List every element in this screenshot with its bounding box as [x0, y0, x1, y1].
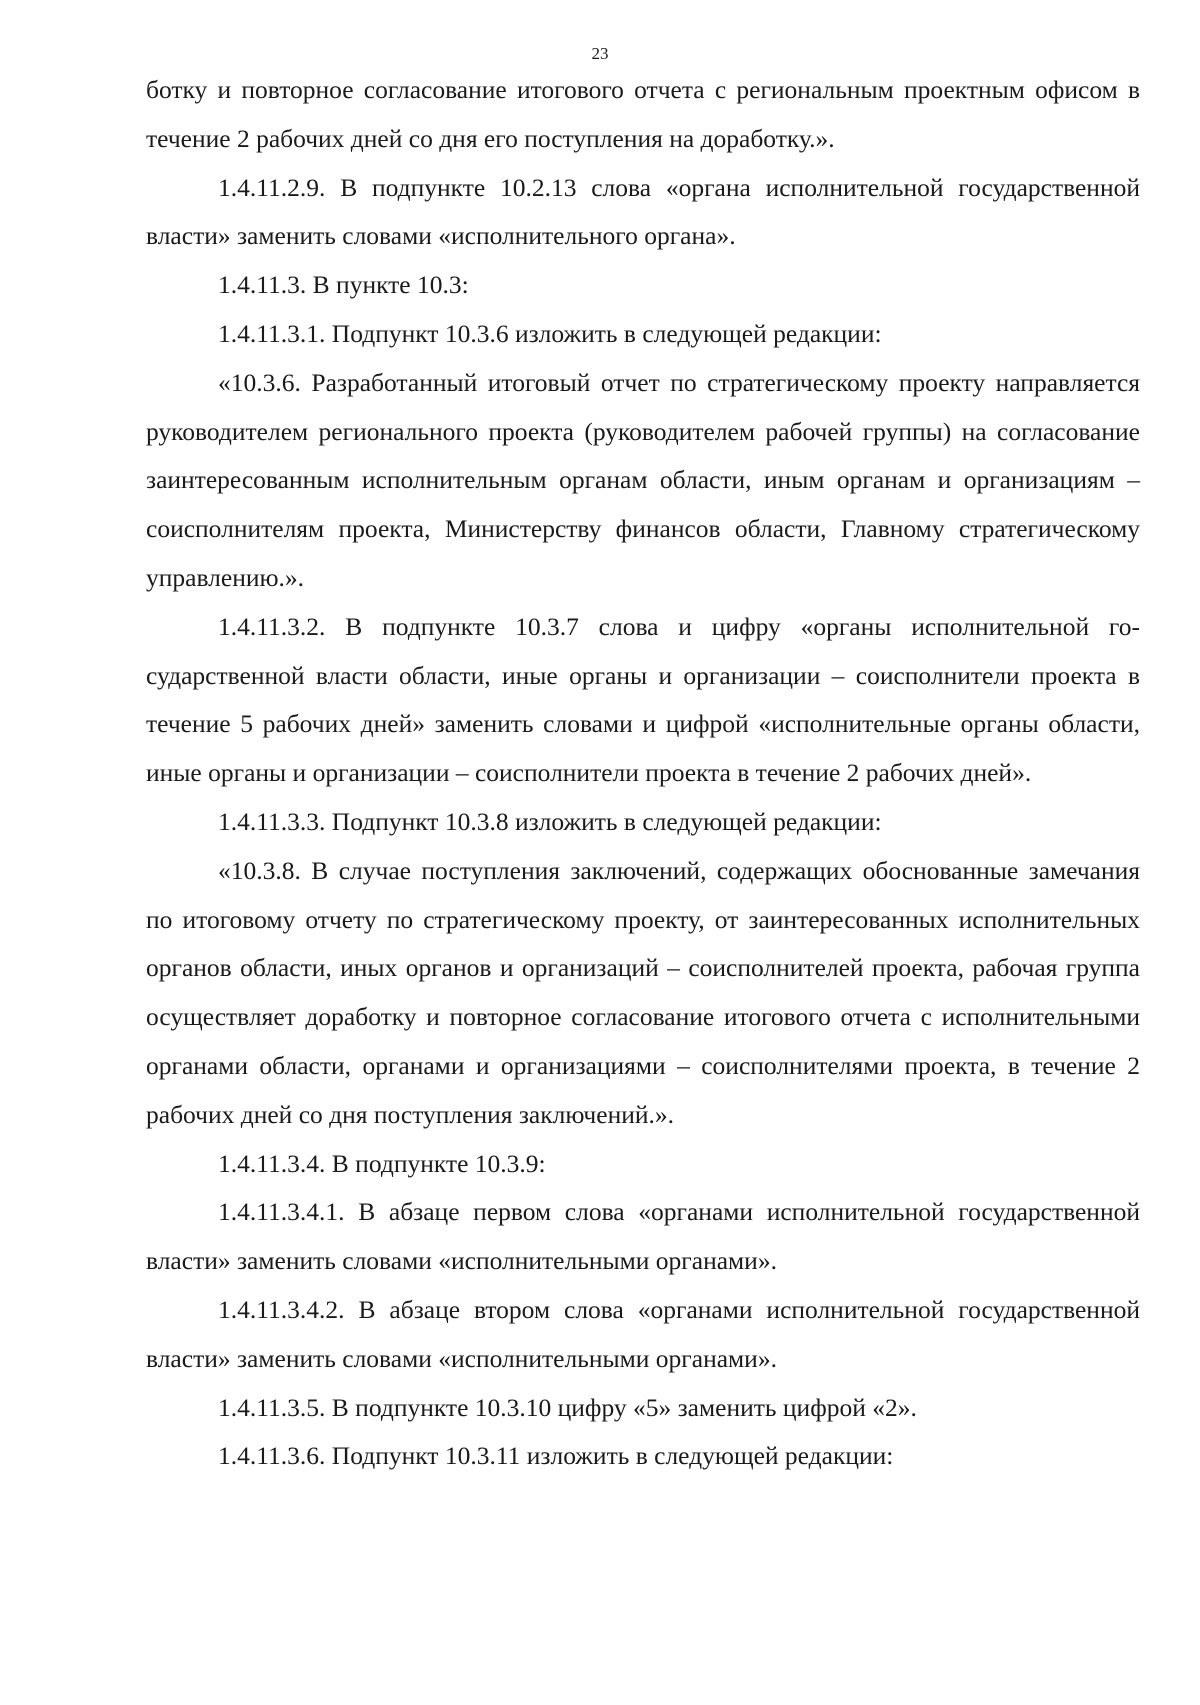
- page-number: 23: [591, 44, 609, 63]
- paragraph-1-4-11-3-4: 1.4.11.3.4. В подпункте 10.3.9:: [218, 1148, 546, 1178]
- paragraph-quote-10-3-6: «10.3.6. Разработанный итоговый отчет по стратегическому проекту направляется руководителем регионального проекта (руководителем рабочей группы) на согласование заинтересованным исполнительным органам области, иным органам и организациям – соисполнителям проекта, Министерству финансов области, Главному стратегическому управлению.».: [146, 367, 1140, 592]
- paragraph-1-4-11-3-2: 1.4.11.3.2. В подпункте 10.3.7 слова и цифру «органы исполнительной государственной власти области, иные органы и организации – соисполнители проекта в течение 5 рабочих дней» заменить словами и цифрой «исполнительные органы области, иные органы и организации – соисполнители проекта в течение 2 рабочих дней».: [146, 611, 1140, 788]
- paragraph-1-4-11-3: 1.4.11.3. В пункте 10.3:: [218, 270, 469, 300]
- paragraph-continuation: ботку и повторное согласование итогового отчета с региональным проектным офисом в течение 2 рабочих дней со дня его поступления на доработку.».: [146, 75, 1140, 153]
- paragraph-1-4-11-3-5: 1.4.11.3.5. В подпункте 10.3.10 цифру «5» заменить цифрой «2».: [218, 1392, 917, 1422]
- paragraph-1-4-11-3-4-2: 1.4.11.3.4.2. В абзаце втором слова «органами исполнительной государственной власти» заменить словами «исполнительными органами».: [146, 1294, 1140, 1373]
- paragraph-1-4-11-3-1: 1.4.11.3.1. Подпункт 10.3.6 изложить в следующей редакции:: [218, 318, 882, 348]
- paragraph-1-4-11-3-3: 1.4.11.3.3. Подпункт 10.3.8 изложить в следующей редакции:: [218, 806, 882, 836]
- paragraph-1-4-11-3-4-1: 1.4.11.3.4.1. В абзаце первом слова «органами исполнительной государственной власти» заменить словами «исполнительными органами».: [146, 1197, 1140, 1276]
- paragraph-1-4-11-2-9: 1.4.11.2.9. В подпункте 10.2.13 слова «органа исполнительной государственной власти» заменить словами «исполнительного органа».: [146, 172, 1140, 251]
- paragraph-1-4-11-3-6: 1.4.11.3.6. Подпункт 10.3.11 изложить в следующей редакции:: [218, 1441, 894, 1471]
- paragraph-quote-10-3-8: «10.3.8. В случае поступления заключений, содержащих обоснованные замечания по итоговому отчету по стратегическому проекту, от заинтересованных исполнительных органов области, иных органов и организаций – соисполнителей проекта, рабочая группа осуществляет доработку и повторное согласование итогового отчета с исполнительными органами области, органами и организациями – соисполнителями проекта, в течение 2 рабочих дней со дня поступления заключений.».: [146, 855, 1140, 1129]
- document-body: [146, 66, 1140, 1481]
